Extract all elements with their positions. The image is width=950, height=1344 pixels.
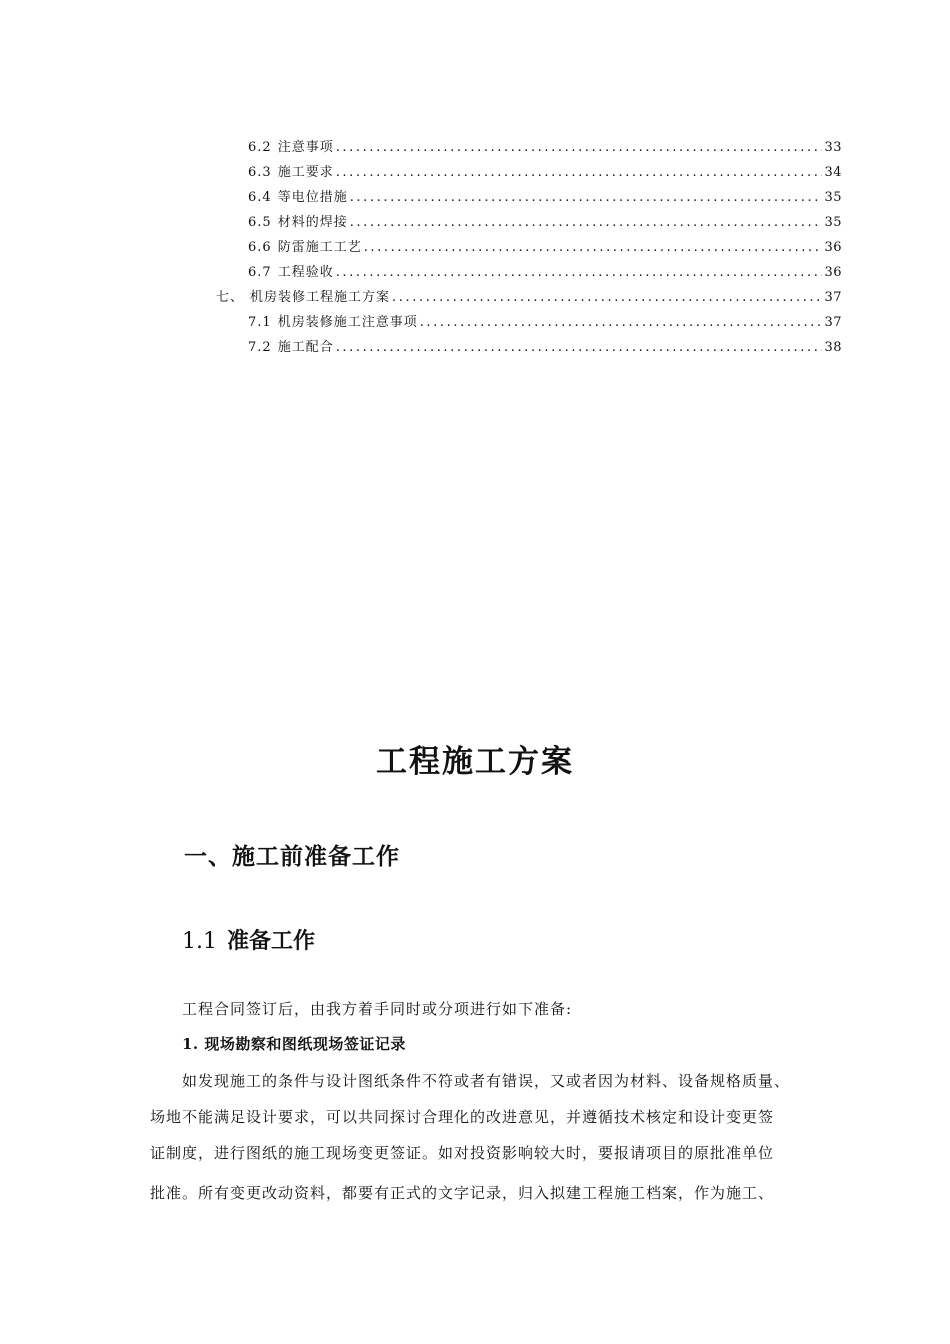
toc-dot-leader	[350, 215, 823, 230]
toc-entry-page: 33	[824, 140, 842, 155]
toc-entry-number: 7.1	[248, 315, 272, 330]
body-line: 证制度，进行图纸的施工现场变更签证。如对投资影响较大时，要报请项目的原批准单位	[150, 1144, 775, 1162]
toc-entry-page: 35	[824, 215, 842, 230]
toc-dot-leader	[350, 190, 823, 205]
toc-entry-number: 6.4	[248, 190, 272, 205]
intro-paragraph: 工程合同签订后，由我方着手同时或分项进行如下准备:	[182, 1000, 573, 1018]
toc-dot-leader	[336, 265, 823, 280]
toc-entry-title: 施工要求	[277, 165, 334, 180]
toc-dot-leader	[392, 290, 822, 305]
toc-dot-leader	[336, 140, 823, 155]
toc-entry-title: 防雷施工工艺	[277, 240, 362, 255]
subsection-title: 准备工作	[227, 928, 316, 954]
toc-entry[interactable]	[216, 286, 842, 308]
toc-dot-leader	[364, 240, 823, 255]
toc-entry-page: 36	[824, 265, 842, 280]
toc-entry[interactable]	[248, 336, 842, 358]
toc-entry[interactable]	[248, 211, 842, 233]
toc-entry-number: 七、	[216, 290, 245, 305]
toc-entry-title: 等电位措施	[277, 190, 348, 205]
subsection-number: 1.1	[182, 929, 217, 954]
toc-entry-number: 7.2	[248, 340, 272, 355]
toc-entry[interactable]	[248, 136, 842, 158]
body-line: 场地不能满足设计要求，可以共同探讨合理化的改进意见，并遵循技术核定和设计变更签	[150, 1108, 775, 1126]
toc-entry-page: 35	[824, 190, 842, 205]
section-heading: 一、施工前准备工作	[184, 843, 400, 870]
toc-entry[interactable]	[248, 261, 842, 283]
toc-entry[interactable]	[248, 236, 842, 258]
toc-entry-title: 材料的焊接	[277, 215, 348, 230]
toc-entry-number: 6.6	[248, 240, 272, 255]
toc-entry-page: 36	[824, 240, 842, 255]
toc-entry-number: 6.2	[248, 140, 272, 155]
toc-entry-title: 施工配合	[277, 340, 334, 355]
toc-entry-title: 工程验收	[277, 265, 334, 280]
document-title: 工程施工方案	[376, 744, 574, 780]
toc-entry-number: 6.5	[248, 215, 272, 230]
toc-dot-leader	[336, 165, 823, 180]
toc-entry-title: 注意事项	[277, 140, 334, 155]
toc-entry-title: 机房装修工程施工方案	[250, 290, 391, 305]
toc-entry[interactable]	[248, 161, 842, 183]
toc-entry-page: 37	[824, 315, 842, 330]
toc-entry-page: 34	[824, 165, 842, 180]
subsection-heading	[182, 924, 315, 955]
toc-dot-leader	[420, 315, 823, 330]
toc-entry-number: 6.3	[248, 165, 272, 180]
toc-dot-leader	[336, 340, 823, 355]
toc-entry-page: 37	[824, 290, 842, 305]
toc-entry-page: 38	[824, 340, 842, 355]
toc-entry[interactable]	[248, 311, 842, 333]
toc-entry-title: 机房装修施工注意事项	[277, 315, 418, 330]
body-line: 批准。所有变更改动资料，都要有正式的文字记录，归入拟建工程施工档案，作为施工、	[150, 1184, 775, 1202]
toc-entry[interactable]	[248, 186, 842, 208]
body-line: 如发现施工的条件与设计图纸条件不符或者有错误，又或者因为材料、设备规格质量、	[182, 1072, 791, 1090]
toc-entry-number: 6.7	[248, 265, 272, 280]
item-heading: 1. 现场勘察和图纸现场签证记录	[182, 1035, 406, 1053]
